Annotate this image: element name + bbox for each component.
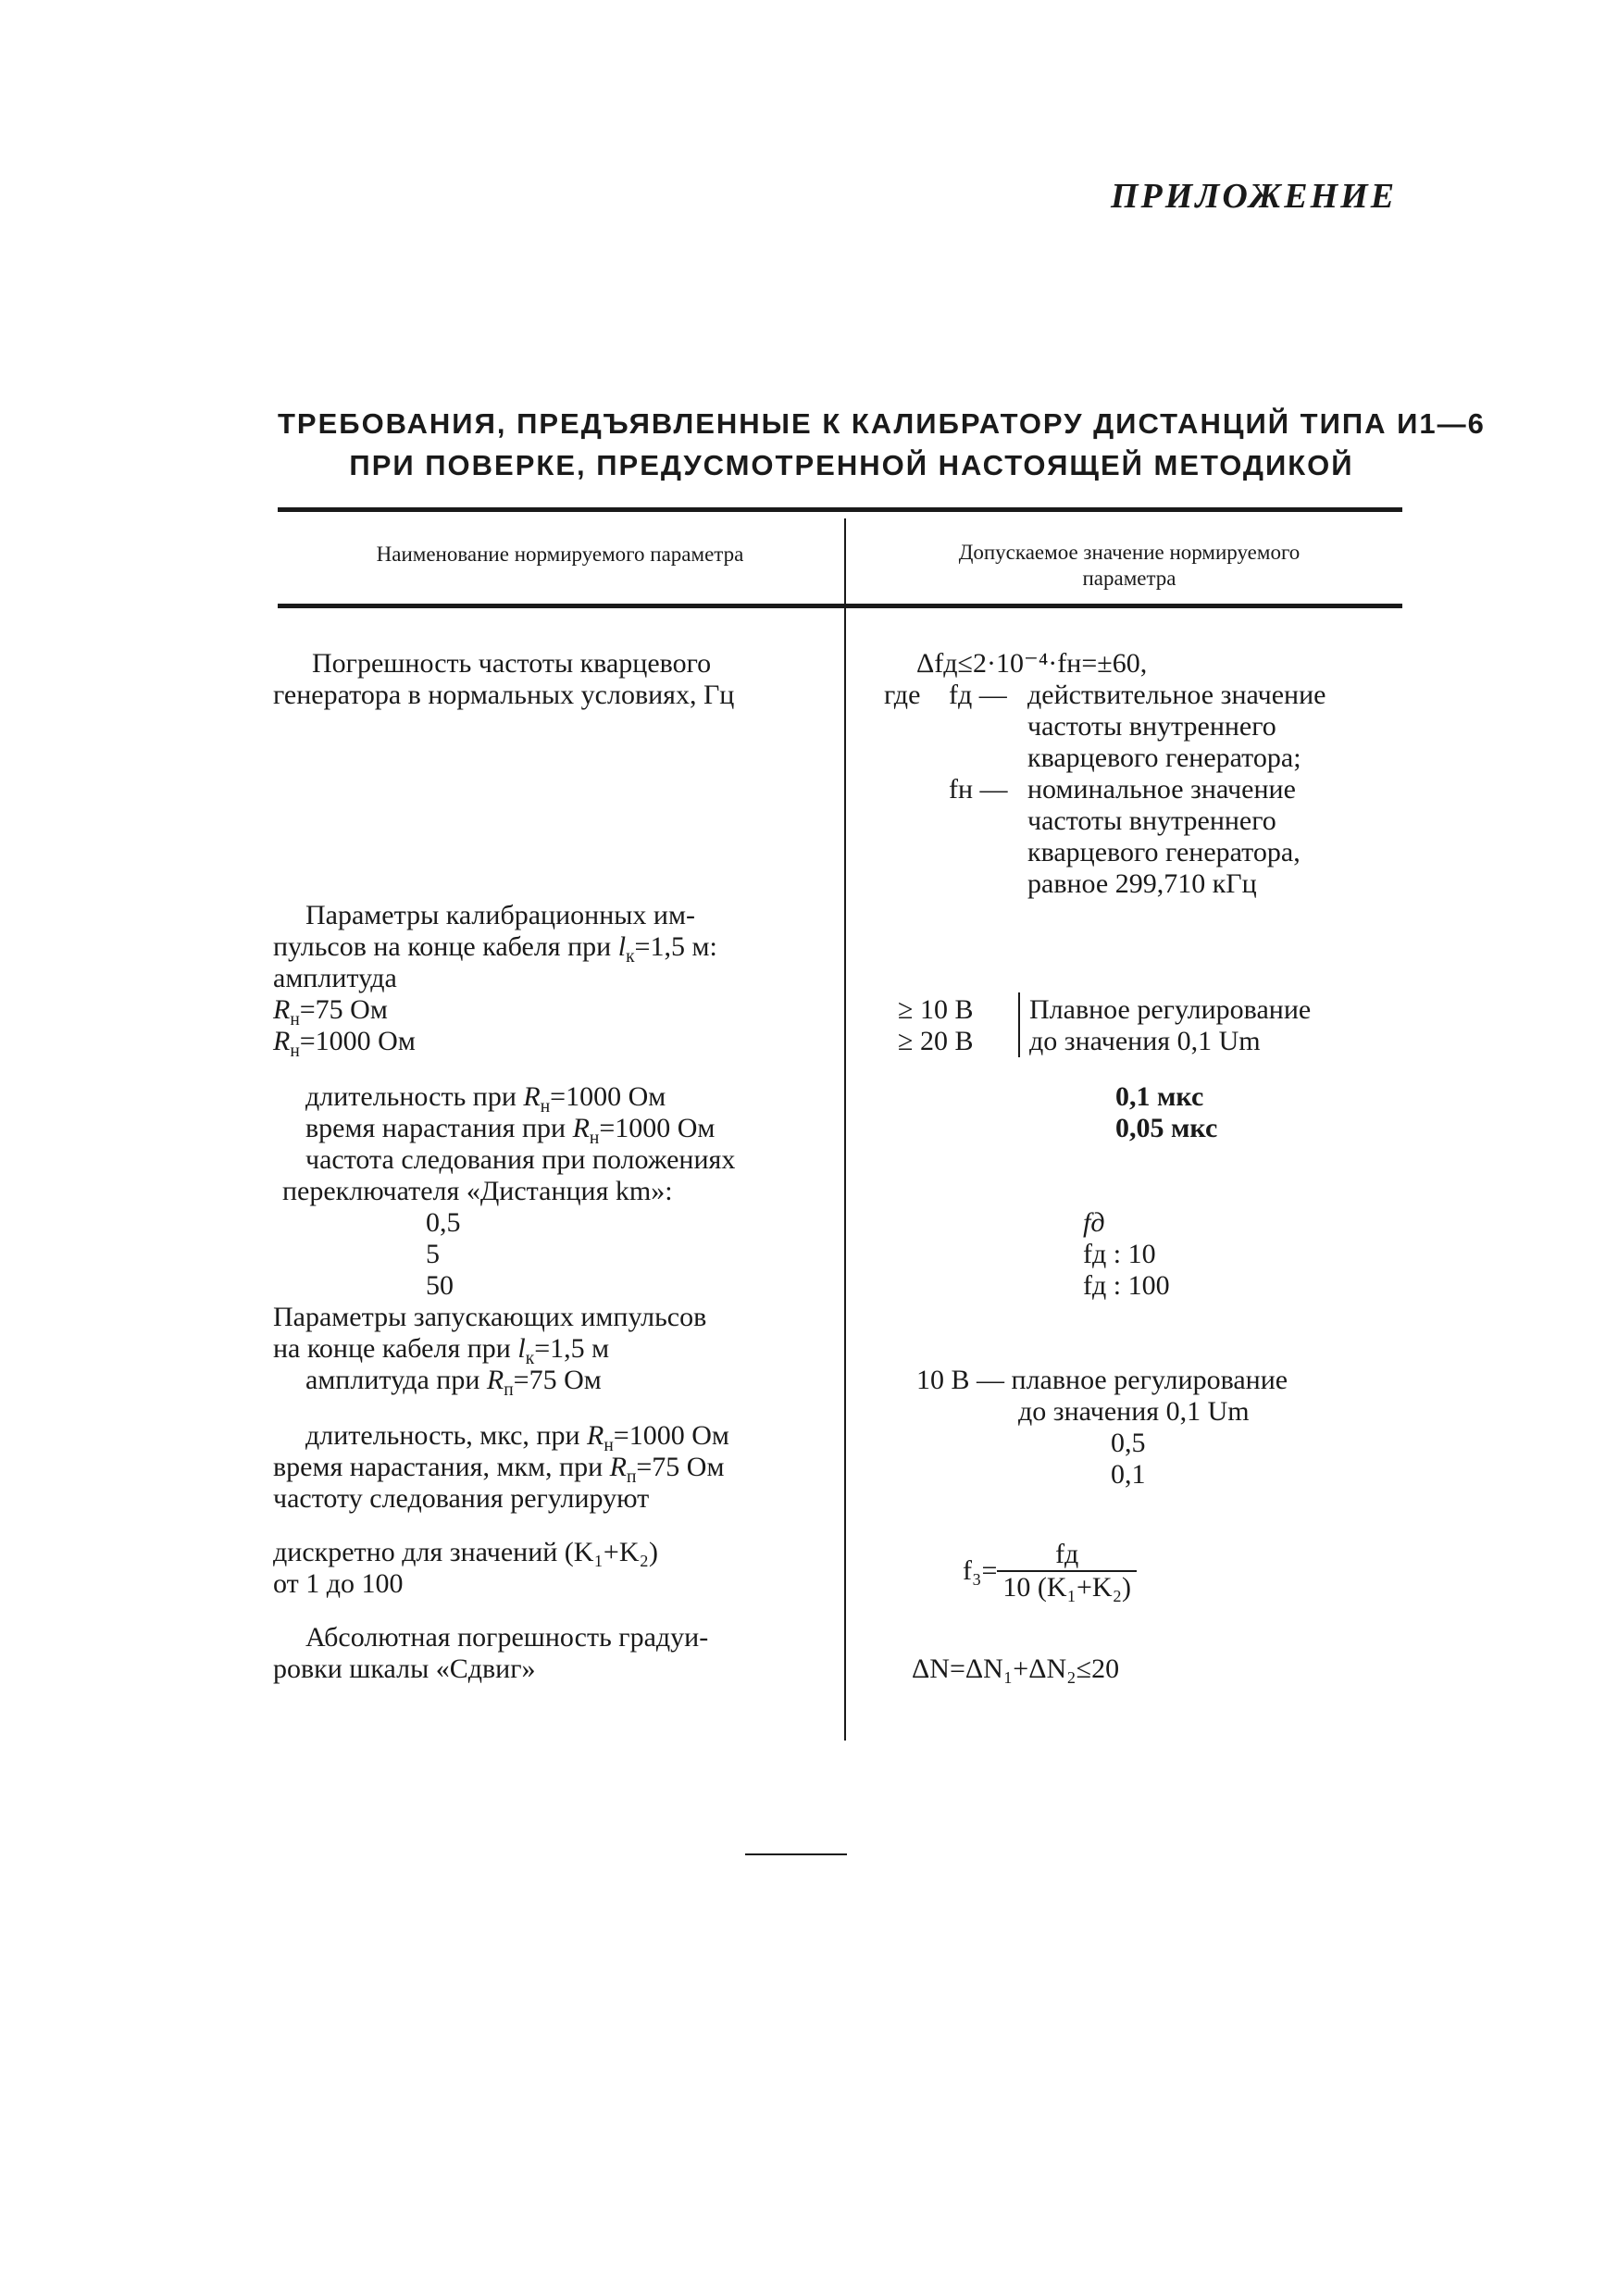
row-3-label-line-1: длительность при $R_н=1000$ Ом: [305, 1081, 666, 1117]
row-6-label-line-2: от 1 до 100: [273, 1568, 404, 1599]
row-4-label-line-2: на конце кабеля при $l_к=1,5$ м: [273, 1333, 610, 1368]
row-2-label-line-4: $R_н=75$ Ом: [273, 994, 388, 1029]
row-7-formula: ΔN=ΔN₁+ΔN₂≤20: [912, 1653, 1120, 1684]
appendix-label: ПРИЛОЖЕНИЕ: [1111, 177, 1398, 216]
document-title-line-2: ПРИ ПОВЕРКЕ, ПРЕДУСМОТРЕННОЙ НАСТОЯЩЕЙ МЕТОДИКОЙ: [349, 449, 1354, 481]
column-divider: [844, 518, 846, 1741]
row-4-right-line-1: 10 В — плавное регулирование: [916, 1365, 1288, 1395]
row-3-right-value-2: 0,05 мкс: [1115, 1113, 1218, 1143]
row-7-label-line-2: ровки шкалы «Сдвиг»: [273, 1653, 536, 1684]
row-3-right-value-1: 0,1 мкс: [1115, 1081, 1204, 1112]
row-4-label-line-3: амплитуда при $R_п=75$ Ом: [305, 1365, 602, 1400]
row-3-label-line-4: переключателя «Дистанция km»:: [282, 1176, 673, 1206]
row-1-fd-desc-1: действительное значение: [1027, 680, 1326, 710]
row-3-freq-2: fд : 10: [1083, 1239, 1156, 1269]
column-header-parameter-name: Наименование нормируемого параметра: [376, 543, 744, 566]
table-top-rule: [278, 507, 1402, 512]
header-bottom-rule: [278, 604, 1402, 608]
row-1-fn-symbol: fн —: [949, 774, 1008, 805]
row-1-fd-symbol: fд —: [949, 680, 1007, 710]
row-1-fn-desc-2: частоты внутреннего: [1027, 805, 1276, 836]
row-1-fn-desc-3: кварцевого генератора,: [1027, 837, 1301, 867]
row-3-freq-3: fд : 100: [1083, 1270, 1170, 1301]
row-2-note-1: Плавное регулирование: [1029, 994, 1312, 1025]
row-2-label-line-1: Параметры калибрационных им-: [305, 900, 695, 930]
row-5-label-line-2: время нарастания, мкм, при $R_п=75$ Ом: [273, 1452, 725, 1487]
row-3-label-line-2: время нарастания при $R_н=1000$ Ом: [305, 1113, 716, 1148]
row-1-fn-desc-4: равное 299,710 кГц: [1027, 868, 1257, 899]
row-5-label-line-3: частоту следования регулируют: [273, 1483, 650, 1514]
row-1-fd-desc-2: частоты внутреннего: [1027, 711, 1276, 742]
row-2-note-2: до значения 0,1 Um: [1029, 1026, 1261, 1056]
row-3-value-1: 0,5: [426, 1207, 461, 1238]
row-5-right-value-1: 0,5: [1111, 1428, 1146, 1458]
row-1-fn-desc-1: номинальное значение: [1027, 774, 1296, 805]
end-rule: [745, 1853, 847, 1855]
document-title-line-1: ТРЕБОВАНИЯ, ПРЕДЪЯВЛЕННЫЕ К КАЛИБРАТОРУ ДИСТАНЦИЙ ТИПА И1—6: [278, 407, 1486, 440]
row-4-label-line-1: Параметры запускающих импульсов: [273, 1302, 707, 1332]
row-3-value-3: 50: [426, 1270, 454, 1301]
row-5-right-value-2: 0,1: [1111, 1459, 1146, 1490]
row-1-formula: Δfд≤2·10⁻⁴·fн=±60,: [916, 648, 1148, 679]
row-6-formula: f₃= $\frac{fд}{\text{10 (K₁+K₂)}}$: [963, 1539, 1137, 1603]
column-header-allowed-value: Допускаемое значение нормируемого параметра: [958, 541, 1301, 590]
row-2-label-line-2: пульсов на конце кабеля при $l_к=1,5$ м:: [273, 931, 717, 967]
row-3-freq-1: fд: [1083, 1207, 1105, 1238]
row-2-label-line-3: амплитуда: [273, 963, 397, 993]
row-2-value-2: ≥ 20 В: [898, 1026, 974, 1056]
row-1-fd-desc-3: кварцевого генератора;: [1027, 742, 1301, 773]
row-2-label-line-5: $R_н=1000$ Ом: [273, 1026, 416, 1061]
row-1-label-line-2: генератора в нормальных условиях, Гц: [273, 680, 735, 710]
row-3-label-line-3: частота следования при положениях: [305, 1144, 736, 1175]
row-1-label-line-1: Погрешность частоты кварцевого: [312, 648, 712, 679]
row-4-right-line-2: до значения 0,1 Um: [1018, 1396, 1250, 1427]
row-7-label-line-1: Абсолютная погрешность градуи-: [305, 1622, 709, 1653]
row-6-label-line-1: дискретно для значений (K₁+K₂): [273, 1537, 658, 1567]
row-3-value-2: 5: [426, 1239, 440, 1269]
row-5-label-line-1: длительность, мкс, при $R_н=1000$ Ом: [305, 1420, 729, 1455]
row-2-value-1: ≥ 10 В: [898, 994, 974, 1025]
row-1-where: где: [884, 680, 921, 710]
